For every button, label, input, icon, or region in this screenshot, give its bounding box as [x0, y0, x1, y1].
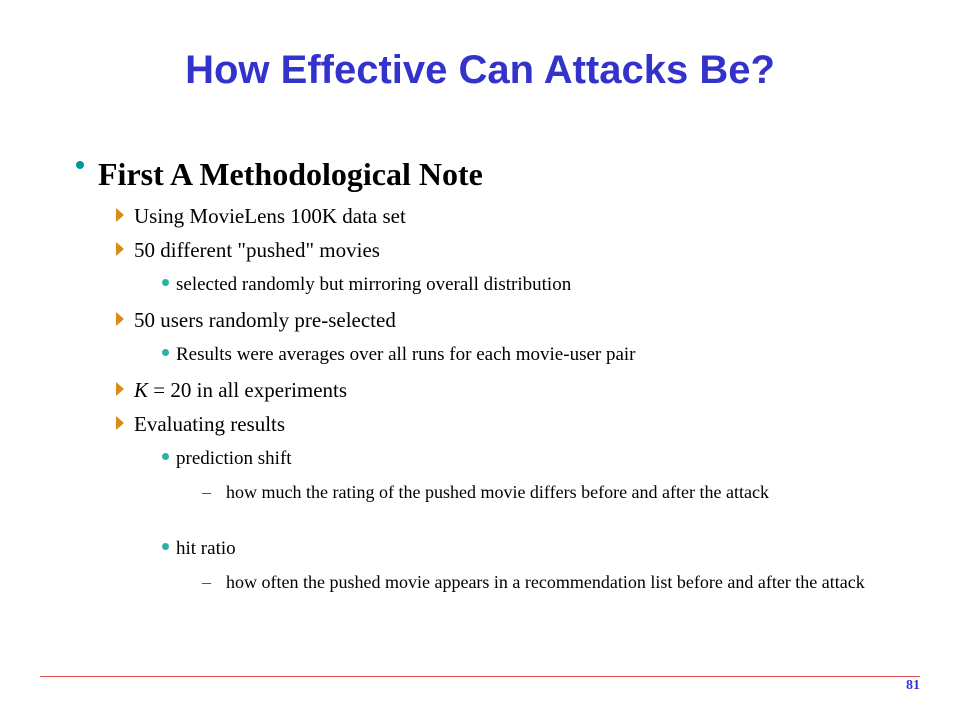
sub-bullet-text: prediction shift — [176, 448, 292, 469]
triangle-bullet-icon — [116, 312, 124, 326]
bullet-text: 50 different "pushed" movies — [134, 238, 380, 262]
bullet-text: Using MovieLens 100K data set — [134, 204, 406, 228]
bullet-text — [134, 376, 347, 404]
dot-bullet-icon — [162, 453, 169, 460]
dash-text: how often the pushed movie appears in a recommendation list before and after the attack — [226, 572, 865, 592]
dash-item — [202, 571, 902, 594]
heading-text: First A Methodological Note — [98, 156, 483, 192]
dot-bullet-icon — [162, 349, 169, 356]
k-symbol: K — [134, 378, 149, 402]
bullet-text: Evaluating results — [134, 412, 286, 436]
footer-divider — [40, 676, 920, 677]
triangle-bullet-icon — [116, 242, 124, 256]
dot-bullet-icon — [162, 279, 169, 286]
dash-marker: – — [202, 572, 211, 592]
sub-bullet-text: Results were averages over all runs for each movie-user pair — [176, 344, 636, 365]
k-text: = 20 in all experiments — [153, 378, 348, 402]
dash-marker: – — [202, 482, 211, 502]
dash-text: how much the rating of the pushed movie differs before and after the attack — [226, 482, 769, 502]
triangle-bullet-icon — [116, 208, 124, 222]
dash-item — [202, 481, 902, 504]
sub-bullet-text: selected randomly but mirroring overall distribution — [176, 274, 572, 295]
sub-bullet-text: hit ratio — [176, 538, 236, 559]
slide-title: How Effective Can Attacks Be? — [185, 48, 775, 92]
bullet-dot-icon — [76, 161, 84, 169]
bullet-text: 50 users randomly pre-selected — [134, 308, 396, 332]
triangle-bullet-icon — [116, 382, 124, 396]
page-number: 81 — [906, 678, 920, 693]
dot-bullet-icon — [162, 543, 169, 550]
triangle-bullet-icon — [116, 416, 124, 430]
